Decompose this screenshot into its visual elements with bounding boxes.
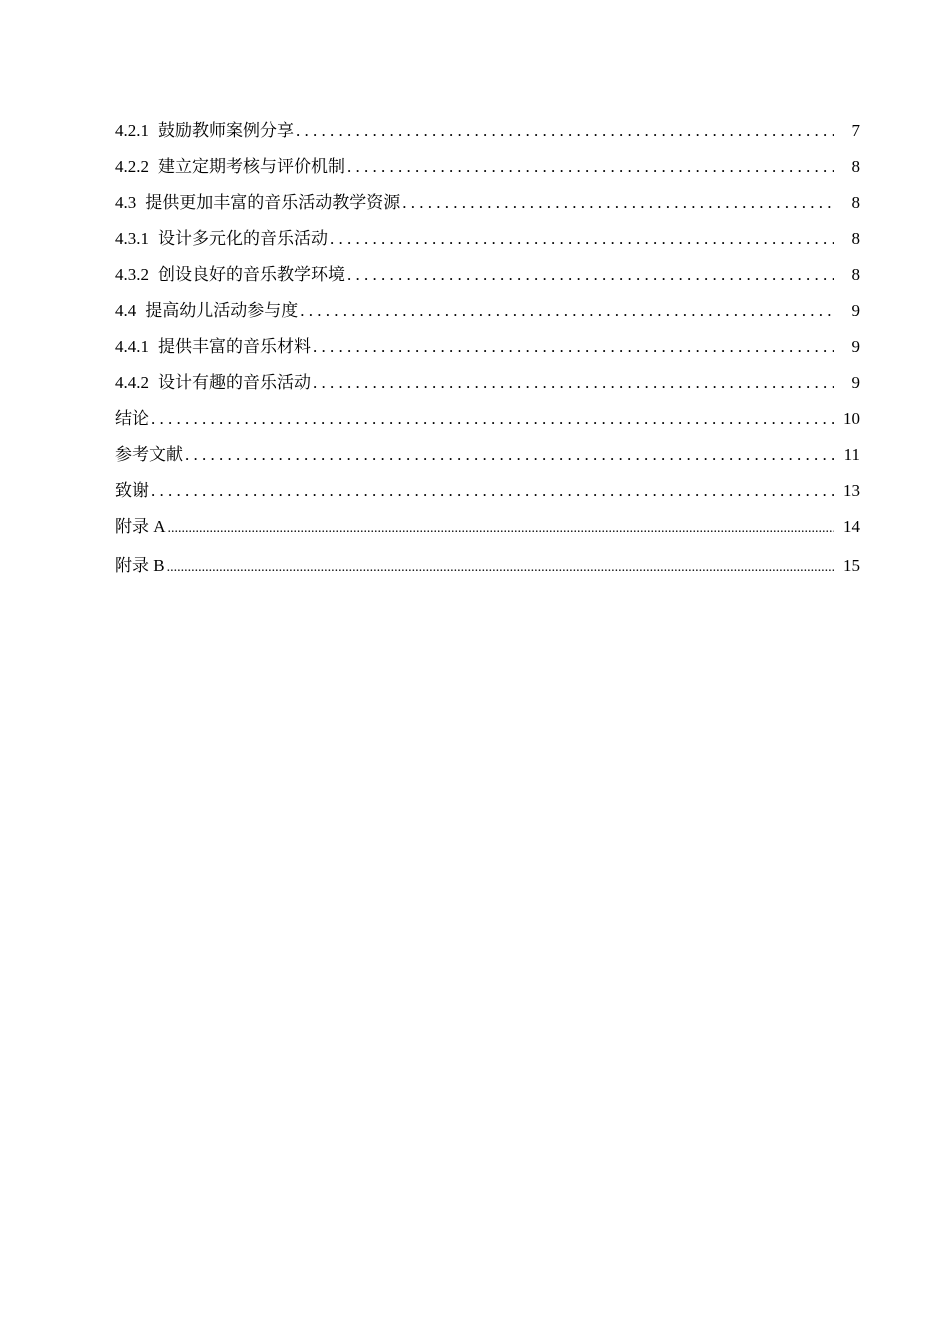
toc-entry-title: 提供丰富的音乐材料	[158, 337, 311, 356]
toc-entry-page: 9	[851, 301, 860, 320]
toc-entry-page: 9	[851, 373, 860, 392]
toc-entry-number: 4.4	[115, 301, 137, 320]
toc-entry-conclusion[interactable]	[115, 406, 860, 442]
toc-entry-title: 创设良好的音乐教学环境	[158, 265, 345, 284]
toc-dot-leader	[167, 553, 834, 581]
toc-entry-page: 8	[851, 193, 860, 212]
toc-dot-leader	[347, 262, 834, 288]
toc-entry-4-3-2[interactable]	[115, 262, 860, 298]
toc-entry-number: 4.3	[115, 193, 137, 212]
toc-entry-4-3-1[interactable]	[115, 226, 860, 262]
toc-dot-leader	[313, 334, 834, 360]
toc-entry-number: 4.3.2	[115, 265, 149, 284]
toc-dot-leader	[402, 190, 834, 216]
toc-dot-leader	[151, 406, 834, 432]
toc-entry-page: 15	[843, 556, 860, 575]
table-of-contents	[115, 118, 860, 592]
toc-entry-4-4-1[interactable]	[115, 334, 860, 370]
toc-entry-number: 4.2.1	[115, 121, 149, 140]
toc-entry-4-2-1[interactable]	[115, 118, 860, 154]
toc-entry-page: 13	[843, 481, 860, 500]
toc-dot-leader	[185, 442, 834, 468]
toc-dot-leader	[300, 298, 834, 324]
toc-dot-leader	[313, 370, 834, 396]
toc-entry-number: 4.3.1	[115, 229, 149, 248]
toc-dot-leader	[347, 154, 834, 180]
toc-entry-title: 设计多元化的音乐活动	[158, 229, 328, 248]
toc-entry-4-2-2[interactable]	[115, 154, 860, 190]
toc-entry-title: 致谢	[115, 481, 149, 500]
toc-entry-number: 4.4.1	[115, 337, 149, 356]
toc-entry-4-4[interactable]	[115, 298, 860, 334]
toc-dot-leader	[296, 118, 834, 144]
toc-entry-title: 附录 A	[115, 517, 166, 536]
toc-entry-number: 4.2.2	[115, 157, 149, 176]
toc-dot-leader	[151, 478, 834, 504]
toc-entry-title: 鼓励教师案例分享	[158, 121, 294, 140]
toc-entry-page: 14	[843, 517, 860, 536]
toc-entry-acknowledgements[interactable]	[115, 478, 860, 514]
toc-entry-title: 参考文献	[115, 445, 183, 464]
toc-entry-4-3[interactable]	[115, 190, 860, 226]
toc-entry-title: 提供更加丰富的音乐活动教学资源	[145, 193, 401, 212]
toc-entry-title: 建立定期考核与评价机制	[158, 157, 345, 176]
toc-entry-page: 9	[851, 337, 860, 356]
toc-entry-number: 4.4.2	[115, 373, 149, 392]
toc-entry-title: 结论	[115, 409, 149, 428]
toc-entry-title: 设计有趣的音乐活动	[158, 373, 311, 392]
toc-entry-appendix-b[interactable]	[115, 553, 860, 592]
toc-entry-page: 8	[851, 157, 860, 176]
toc-entry-page: 11	[843, 445, 860, 464]
toc-entry-title: 提高幼儿活动参与度	[145, 301, 299, 320]
toc-entry-page: 7	[851, 121, 860, 140]
toc-entry-appendix-a[interactable]	[115, 514, 860, 553]
toc-dot-leader	[330, 226, 834, 252]
toc-entry-page: 8	[851, 265, 860, 284]
toc-entry-page: 8	[851, 229, 860, 248]
toc-dot-leader	[168, 514, 834, 542]
toc-entry-references[interactable]	[115, 442, 860, 478]
toc-entry-page: 10	[843, 409, 860, 428]
toc-entry-title: 附录 B	[115, 556, 165, 575]
toc-entry-4-4-2[interactable]	[115, 370, 860, 406]
